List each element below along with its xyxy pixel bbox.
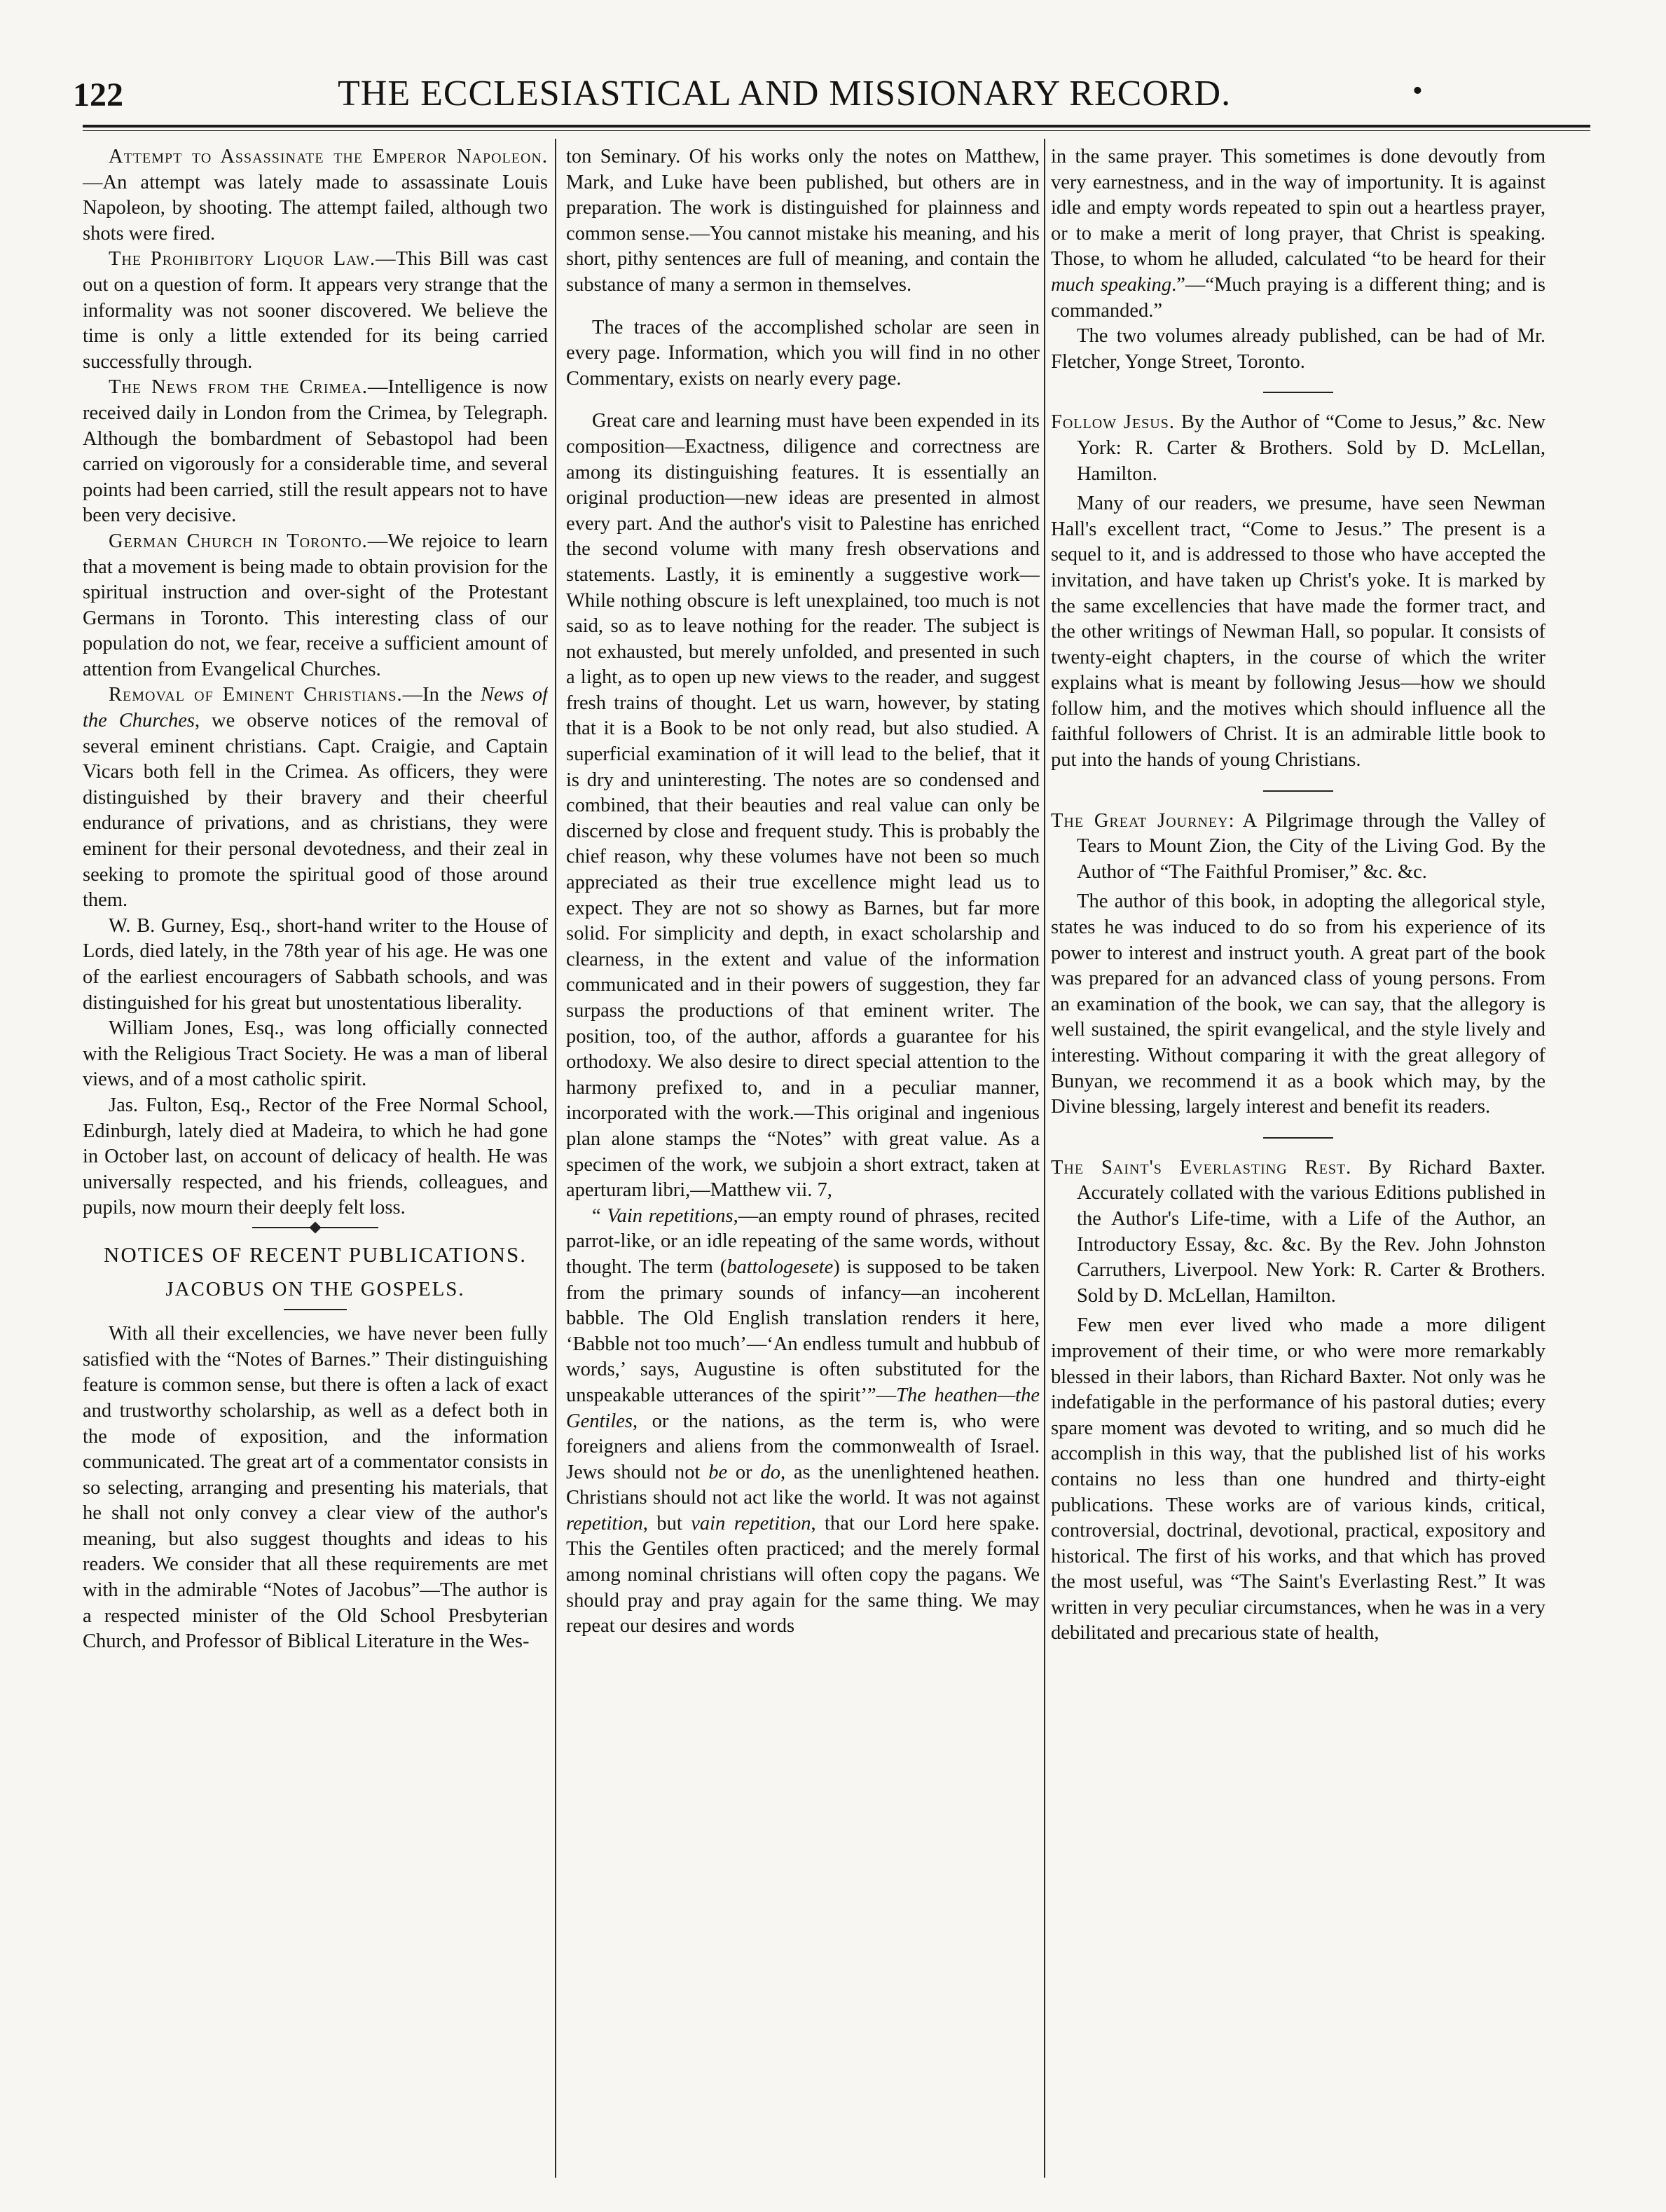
review-paragraph: With all their excellencies, we have never been fully satisfied with the “Notes of Barnes.” Their distinguishing feature is common sense, but there is often a lack of exact and trustworthy scholarship, as well as a defect both in the mode of exposition, and the information communicated. The great art of a commentator consists in so selecting, arranging and presenting his materials, that he shall not only convey a clear view of the author's meaning, but also suggest thoughts and ideas to his readers. We consider that all these requirements are met with in the admirable “Notes of Jacobus”—The author is a respected minister of the Old School Presbyterian Church, and Professor of Biblical Literature in the Wes- [83,1323,548,1653]
extract-text: , but [642,1512,691,1534]
masthead-title: THE ECCLESIASTICAL AND MISSIONARY RECORD. [338,74,1232,114]
book-title: The Great Journey [1051,809,1229,832]
emphasis: The heathen—the Gentiles [566,1384,1040,1432]
news-body: , we observe notices of the removal of several eminent christians. Capt. Craigie, and Captain Vicars both fell in the Crimea. As officers, they were distinguished by their bravery and their cheerful endurance of privations, and as christians, they were eminent for their personal devotedness, and their zeal in seeking to promote the spiritual good of those around them. [83,710,548,912]
extract-text: , as the unenlightened heathen. Christians should not act like the world. It was not against [566,1461,1040,1509]
news-item [83,682,548,913]
page-number: 122 [73,76,123,114]
extract-text: , that our Lord here spake. This the Gentiles often practiced; and the merely formal among nominal christians will often copy the pagans. We should pray and pray again for the same thing. We may repeat our desires and words [566,1512,1040,1637]
publication-title: News of the Churches [83,684,548,732]
column-middle [566,144,1040,2176]
news-item [83,247,548,375]
subsection-title: JACOBUS ON THE GOSPELS. [165,1277,465,1300]
news-body: —We rejoice to learn that a movement is being made to obtain provision for the spiritual instruction and over-sight of the Protestant Germans in Toronto. This interesting class of our population do not, we fear, receive a sufficient amount of attention from Evangelical Churches. [83,530,548,680]
news-body: —An attempt was lately made to assassinate Louis Napoleon, by shooting. The attempt failed, although two shots were fired. [83,171,548,245]
book-notice-heading [1051,410,1545,487]
emphasis: be [708,1461,728,1483]
news-heading: The News from the Crimea. [109,376,368,399]
column-divider [555,139,556,2178]
news-body: —Intelligence is now received daily in London from the Crimea, by Telegraph. Although the bombardment of Sebastopol had been carried on vigorously for a considerable time, and several points had been carried, still the result appears not to have been very decisive. [83,376,548,527]
news-body: —This Bill was cast out on a question of form. It appears very strange that the informality was not sooner discovered. We believe the time is only a little extended for its being carried successfully through. [83,248,548,373]
obituary-item: Jas. Fulton, Esq., Rector of the Free Normal School, Edinburgh, lately died at Madeira, to which he had gone in October last, on account of delicacy of health. He was universally respected, and his friends, colleagues, and pupils, now mourn their deeply felt loss. [83,1094,548,1219]
masthead-mark: • [1412,75,1423,107]
news-body: —In the [402,684,481,706]
review-paragraph [1051,144,1545,324]
book-details: By Richard Baxter. Accurately collated with the various Editions published in the Author's Life-time, with a Life of the Author, an Introductory Essay, &c. &c. By the Rev. John Johnston Carruthers, Liverpool. New York: R. Carter & Brothers. Sold by D. McLellan, Hamilton. [1077,1156,1545,1307]
extract-text: ,—an empty round of phrases, recited parrot-like, or an idle repeating of the same words, without thought. The term ( [566,1204,1040,1278]
book-notice-heading [1051,809,1545,886]
quote-mark: “ [592,1204,607,1227]
obituary-item: W. B. Gurney, Esq., short-hand writer to the House of Lords, died lately, in the 78th year of his age. He was one of the earliest encouragers of Sabbath schools, and was distinguished for his great but unostentatious liberality. [83,914,548,1014]
news-item [83,375,548,529]
extract-paragraph [566,1204,1040,1640]
review-paragraph: The traces of the accomplished scholar are seen in every page. Information, which you will find in no other Commentary, exists on nearly every page. [566,316,1040,390]
extract-text: or [727,1461,761,1483]
book-title: The Saint's Everlasting Rest. [1051,1156,1352,1179]
news-item [83,529,548,683]
emphasis: much speaking [1051,273,1172,296]
emphasis: battologesete [727,1256,834,1278]
emphasis: do [760,1461,780,1483]
emphasis: Vain repetitions [607,1204,734,1227]
review-paragraph: The two volumes already published, can be had of Mr. Fletcher, Yonge Street, Toronto. [1051,325,1545,373]
news-heading: Removal of Eminent Christians. [109,684,403,706]
book-title: Follow Jesus. [1051,411,1175,434]
short-rule [284,1309,347,1310]
short-rule [1263,392,1333,393]
news-heading: The Prohibitory Liquor Law. [109,248,376,270]
book-review: The author of this book, in adopting the allegorical style, states he was induced to do so from his experience of its power to interest and instruct youth. A great part of the book was prepared for an advanced class of young persons. From an examination of the book, we can say, that the allegory is well sustained, the spirit evangelical, and the style lively and interesting. Without comparing it with the great allegory of Bunyan, we recommend it as a book which may, by the Divine blessing, largely interest and benefit its readers. [1051,891,1545,1118]
review-paragraph: ton Seminary. Of his works only the notes on Matthew, Mark, and Luke have been published, but others are in preparation. The work is distinguished for plainness and common sense.—You cannot mistake his meaning, and his short, pithy sentences are full of meaning, and contain the substance of many a sermon in themselves. [566,146,1040,296]
news-heading: Attempt to Assassinate the Emperor Napoleon. [109,146,548,167]
column-left [83,144,548,2176]
review-text: in the same prayer. This sometimes is done devoutly from very earnestness, and in the way of importunity. It is against idle and empty words repeated to spin out a heartless prayer, or to make a merit of long prayer, that Christ is speaking. Those, to whom he alluded, calculated “to be heard for their [1051,146,1545,270]
extract-text: , or the nations, as the term is, who were foreigners and aliens from the commonwealth of Israel. Jews should not [566,1410,1040,1483]
extract-text: ) is supposed to be taken from the primary sounds of infancy—an incoherent babble. The Old English translation renders it here, ‘Babble not too much’—‘An endless tumult and hubbub of words,’ says, Augustine is often substituted for the unspeakable utterances of the spirit’”— [566,1256,1040,1406]
emphasis: repetition [566,1512,643,1534]
column-right [1051,144,1545,2176]
book-notice-heading [1051,1155,1545,1310]
emphasis: vain repetition [691,1512,811,1534]
book-review: Many of our readers, we presume, have seen Newman Hall's excellent tract, “Come to Jesus.” The present is a sequel to it, and is addressed to those who have accepted the invitation, and have taken up Christ's yoke. It is marked by the same excellencies that have made the former tract, and the other writings of Newman Hall, so popular. It consists of twenty-eight chapters, in the course of which the writer explains what is meant by following Jesus—how we should follow him, and the motives which should influence all the faithful followers of Christ. It is an admirable little book to put into the hands of young Christians. [1051,493,1545,771]
review-text: .”—“Much praying is a different thing; and is commanded.” [1051,273,1545,322]
obituary-item: William Jones, Esq., was long officially connected with the Religious Tract Society. He was a man of liberal views, and of a most catholic spirit. [83,1017,548,1091]
news-heading: German Church in Toronto. [109,530,368,552]
book-review: Few men ever lived who made a more diligent improvement of their time, or who were more remarkably blessed in their labors, than Richard Baxter. Not only was he indefatigable in the performance of his pastoral duties; every spare moment was devoted to writing, and so much did he accomplish in this way, that the published list of his works contains no less than one hundred and thirty-eight publications. These works are of various kinds, critical, controversial, doctrinal, devotional, practical, expository and historical. The first of his works, and that which has proved the most useful, was “The Saint's Everlasting Rest.” It was written in very peculiar circumstances, when he was in a very debilitated and precarious state of health, [1051,1314,1545,1644]
header-rule [83,125,1590,128]
news-item [83,144,548,247]
column-divider [1044,139,1045,2178]
review-paragraph: Great care and learning must have been expended in its composition—Exactness, diligence and correctness are among its distinguishing features. It is essentially an original production—new ideas are presented in almost every part. And the author's visit to Palestine has enriched the second volume with many fresh observations and statements. Lastly, it is eminently a suggestive work—While nothing obscure is left unexplained, too much is not said, so as to leave nothing for the reader. The subject is not exhausted, but merely unfolded, and presented in such a light, as to open up new views to the reader, and suggest fresh trains of thought. Let us warn, however, by stating that it is a Book to be not only read, but also studied. A superficial examination of it will lead to the belief, that it is dry and uninteresting. The notes are so condensed and combined, that their beauties and real value can only be discerned by close and frequent study. This is probably the chief reason, why these volumes have not been so much appreciated as their true excellence might lead us to expect. They are not so showy as Barnes, but far more solid. For simplicity and depth, in exact scholarship and clearness, in the extent and value of the information communicated and in their powers of suggestion, they far surpass the productions of that eminent writer. The position, too, of the author, affords a guarantee for his orthodoxy. We also desire to direct special attention to the harmony prefixed to, and in a peculiar manner, incorporated with the work.—This original and ingenious plan alone stamps the “Notes” with great value. As a specimen of the work, we subjoin a short extract, taken at aperturam libri,—Matthew vii. 7, [566,410,1040,1202]
short-rule [1263,790,1333,792]
header-rule-thin [83,130,1590,131]
short-rule [1263,1137,1333,1139]
book-details: : A Pilgrimage through the Valley of Tears to Mount Zion, the City of the Living God. By the Author of “The Faithful Promiser,” &c. &c. [1077,809,1545,883]
ornament-divider [252,1227,378,1228]
section-title: NOTICES OF RECENT PUBLICATIONS. [104,1242,527,1267]
book-details: By the Author of “Come to Jesus,” &c. New York: R. Carter & Brothers. Sold by D. McLellan, Hamilton. [1077,411,1545,485]
